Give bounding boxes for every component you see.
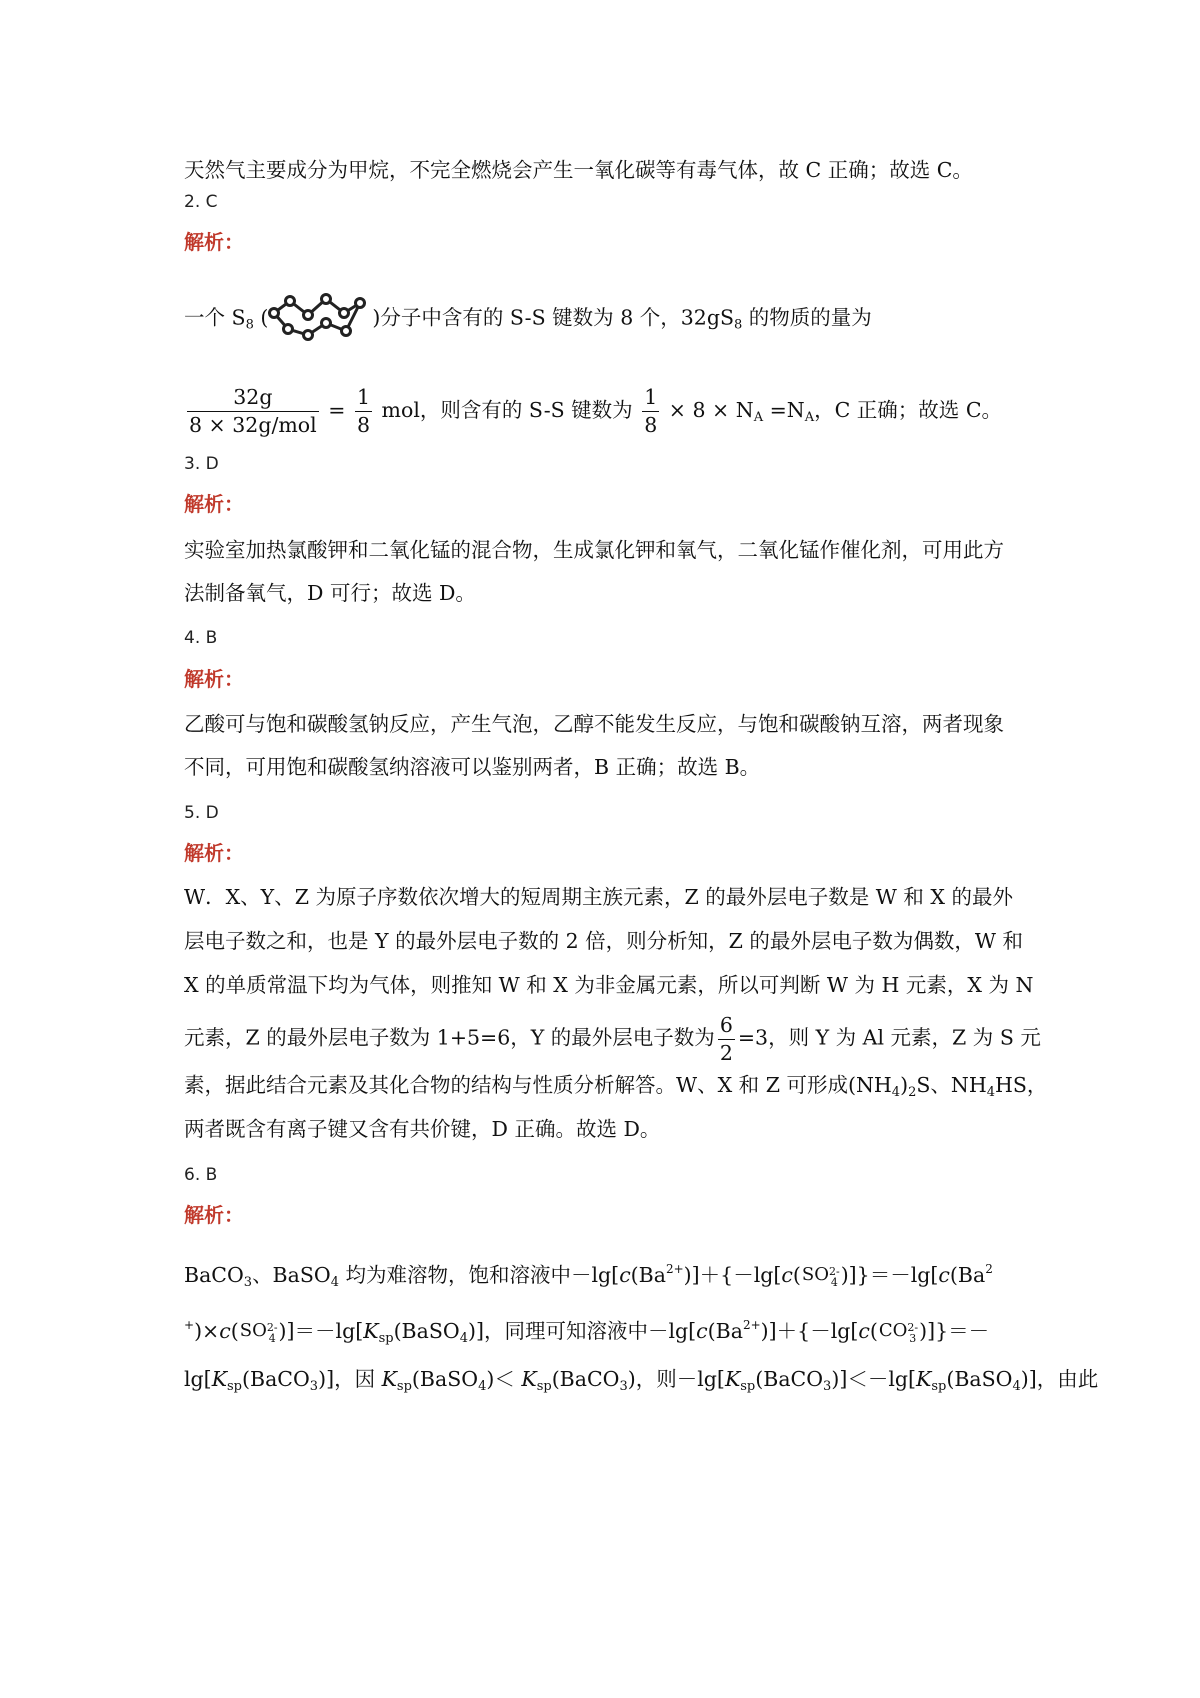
q1-tail-line: 天然气主要成分为甲烷，不完全燃烧会产生一氧化碳等有毒气体，故 C 正确；故选 C。	[184, 158, 973, 182]
q5-analysis-label: 解析：	[184, 841, 244, 865]
q6-l2-c-it: K	[363, 1319, 379, 1343]
q3-analysis-label: 解析：	[184, 492, 244, 516]
q4-number: 4. B	[184, 628, 218, 648]
q5-line-4	[184, 1012, 1041, 1066]
q6-l2-sup: +	[184, 1318, 195, 1332]
q6-line-2	[184, 1310, 1034, 1354]
sulfate-2-charge: 2-	[266, 1320, 278, 1334]
q2-l2-b: × 8 × N	[668, 398, 754, 422]
q4-line-1: 乙酸可与饱和碳酸氢钠反应，产生气泡，乙醇不能发生反应，与饱和碳酸钠互溶，两者现象	[184, 712, 1004, 736]
q2-l2-d: ，C 正确；故选 C。	[814, 398, 1003, 422]
q2-number: 2. C	[184, 192, 218, 212]
one-eighth-den: 8	[356, 413, 371, 437]
q6-line-1	[184, 1254, 1034, 1298]
q2-line-1	[184, 293, 1034, 345]
q6-l1-d: (Ba	[630, 1263, 666, 1287]
q6-l3-j-sub: 4	[1012, 1379, 1021, 1394]
q6-l3-b: (BaCO	[242, 1367, 310, 1391]
q6-analysis-label: 解析：	[184, 1203, 244, 1227]
q6-l3-c-sub: sp	[396, 1379, 412, 1394]
q5-l5-b: )	[900, 1073, 909, 1097]
q6-l3-i: )]＜－lg[	[831, 1367, 917, 1391]
q5-line-1: W．X、Y、Z 为原子序数依次增大的短周期主族元素，Z 的最外层电子数是 W 和 X 的最外	[184, 885, 1013, 909]
carbonate-ion	[879, 1322, 918, 1344]
s8-molecule-icon	[268, 293, 372, 345]
sulfate-1-main: SO	[801, 1264, 829, 1285]
q6-l2-g-it: c	[858, 1319, 870, 1343]
q6-l3-g-it: K	[724, 1367, 741, 1391]
q2-l1-b-sub: 8	[734, 317, 743, 333]
s8-paren-open: (	[260, 305, 269, 330]
q6-l1-sub2: 4	[330, 1275, 339, 1290]
six-over-two-num: 6	[718, 1012, 735, 1040]
q6-l1-b: 、BaSO	[252, 1263, 331, 1287]
q6-l2-a-it: c	[219, 1319, 231, 1343]
q5-l5-sub3: 4	[986, 1085, 995, 1100]
q6-l2-d-sub: 4	[459, 1331, 468, 1346]
q6-l2-a: )×	[194, 1319, 220, 1343]
q5-l5-c: S、NH	[916, 1073, 987, 1097]
q6-l3-e-sub: sp	[536, 1379, 552, 1394]
q6-l3-b-sub: 3	[309, 1379, 319, 1394]
q6-l3-f-sub: 3	[619, 1379, 628, 1394]
carbonate-charge: 2-	[907, 1320, 919, 1334]
q6-l1-c: 均为难溶物，饱和溶液中－lg[	[338, 1263, 620, 1287]
q6-l1-g-it: c	[938, 1263, 950, 1287]
q5-l5-sub2: 2	[908, 1085, 917, 1100]
q6-line-3	[184, 1364, 1099, 1402]
q6-l3-c-it: K	[381, 1367, 397, 1391]
q6-l2-i: )]}＝－	[919, 1319, 990, 1343]
q5-line-3: X 的单质常温下均为气体，则推知 W 和 X 为非金属元素，所以可判断 W 为 H 元素，X 为 N	[184, 973, 1034, 997]
one-eighth-num: 1	[355, 384, 372, 412]
q6-l1-sub1: 3	[243, 1275, 253, 1290]
q6-l3-h: (BaCO	[755, 1367, 824, 1391]
q6-l3-h-sub: 3	[823, 1379, 832, 1394]
q2-l2-c-sub: A	[804, 410, 815, 425]
q2-eq: =	[328, 398, 346, 422]
q6-l1-sup2: 2	[985, 1262, 993, 1276]
q6-l2-h: (	[869, 1319, 878, 1343]
sulfate-2-main: SO	[239, 1320, 267, 1341]
q6-l1-a: BaCO	[184, 1263, 244, 1287]
q6-l1-e-it: c	[781, 1263, 793, 1287]
q6-l3-a-sub: sp	[227, 1379, 243, 1394]
q6-l2-e-it: c	[696, 1319, 708, 1343]
s8-paren-close: )	[372, 305, 381, 330]
q2-l1-b: 分子中含有的 S-S 键数为 8 个，32gS	[380, 305, 734, 330]
q6-l3-a: lg[	[184, 1367, 212, 1391]
q4-line-2: 不同，可用饱和碳酸氢纳溶液可以鉴别两者，B 正确；故选 B。	[184, 755, 761, 779]
q2-l2-a: mol，则含有的 S-S 键数为	[381, 398, 633, 422]
q6-l3-i-sub: sp	[931, 1379, 947, 1394]
q5-number: 5. D	[184, 803, 219, 823]
q6-l1-h: (Ba	[949, 1263, 986, 1287]
q6-l1-sup1: 2+	[665, 1262, 684, 1276]
q2-line-2	[184, 381, 1034, 447]
q6-l2-b: (	[230, 1319, 239, 1343]
q6-l3-c: )]，因	[318, 1367, 382, 1391]
q6-l1-g: )]}＝－lg[	[840, 1263, 939, 1287]
q6-l3-d: (BaSO	[411, 1367, 479, 1391]
q5-line-2: 层电子数之和，也是 Y 的最外层电子数的 2 倍，则分析知，Z 的最外层电子数为偶数，W 和	[184, 929, 1023, 953]
sulfate-1-charge: 2-	[828, 1264, 840, 1278]
q6-number: 6. B	[184, 1165, 218, 1185]
q4-analysis-label: 解析：	[184, 667, 244, 691]
q3-line-2: 法制备氧气，D 可行；故选 D。	[184, 581, 476, 605]
sulfate-ion-2	[240, 1322, 278, 1344]
q2-l2-b-sub: A	[753, 410, 764, 425]
q6-l2-f-sup: 2+	[742, 1318, 761, 1332]
one-eighth-fraction-2	[642, 384, 659, 438]
q6-l3-j: (BaSO	[946, 1367, 1013, 1391]
q6-l3-e: )＜	[486, 1367, 522, 1391]
q6-l3-f: (BaCO	[551, 1367, 620, 1391]
q6-l3-k: )]，由此	[1020, 1367, 1099, 1391]
sulfate-ion-1	[802, 1266, 840, 1288]
q6-l2-f: (Ba	[707, 1319, 743, 1343]
six-over-two-den: 2	[719, 1040, 733, 1065]
mass-fraction-den: 8 × 32g/mol	[189, 413, 317, 437]
q5-line-5	[184, 1070, 1048, 1108]
six-over-two-fraction	[718, 1012, 735, 1066]
sulfate-2-sub: 4	[268, 1331, 276, 1345]
q6-l2-d: (BaSO	[393, 1319, 460, 1343]
q6-l1-c-it: c	[619, 1263, 631, 1287]
q6-l1-e: )]＋{－lg[	[683, 1263, 782, 1287]
q6-l1-f: (	[792, 1263, 801, 1287]
one-eighth-fraction	[355, 384, 372, 438]
q5-l4-b: =3，则 Y 为 Al 元素，Z 为 S 元	[737, 1025, 1041, 1050]
q6-l2-g: )]＋{－lg[	[760, 1319, 859, 1343]
q5-l5-a: 素，据此结合元素及其化合物的结构与性质分析解答。W、X 和 Z 可形成(NH	[184, 1073, 892, 1097]
q5-l4-a: 元素，Z 的最外层电子数为 1+5=6，Y 的最外层电子数为	[184, 1025, 715, 1050]
q5-line-6: 两者既含有离子键又含有共价键，D 正确。故选 D。	[184, 1117, 661, 1141]
q6-l3-a-it: K	[211, 1367, 228, 1391]
q3-line-1: 实验室加热氯酸钾和二氧化锰的混合物，生成氯化钾和氧气，二氧化锰作催化剂，可用此方	[184, 538, 1004, 562]
q6-l3-d-sub: 4	[478, 1379, 487, 1394]
carbonate-main: CO	[878, 1320, 908, 1341]
q6-l2-c-sub: sp	[378, 1331, 394, 1346]
q2-l2-c: =N	[763, 398, 805, 422]
q5-l5-d: HS，	[994, 1073, 1048, 1097]
q3-number: 3. D	[184, 454, 219, 474]
mass-fraction	[187, 384, 319, 438]
q6-l2-e: )]，同理可知溶液中－lg[	[467, 1319, 697, 1343]
q6-l2-c: )]＝－lg[	[278, 1319, 364, 1343]
one-eighth-2-den: 8	[644, 413, 658, 437]
one-eighth-2-num: 1	[642, 384, 659, 412]
q5-l5-sub1: 4	[891, 1085, 901, 1100]
q2-l1-c: 的物质的量为	[742, 305, 872, 330]
q2-analysis-label: 解析：	[184, 230, 244, 254]
q6-l3-g-sub: sp	[740, 1379, 756, 1394]
q2-l1-a: 一个 S	[184, 305, 246, 330]
q6-l3-i-it: K	[916, 1367, 932, 1391]
q6-l3-e-it: K	[521, 1367, 537, 1391]
mass-fraction-num: 32g	[187, 384, 319, 412]
sulfate-1-sub: 4	[830, 1275, 838, 1289]
q6-l3-g: )，则－lg[	[627, 1367, 725, 1391]
carbonate-sub: 3	[909, 1331, 917, 1345]
q2-l1-a-sub: 8	[245, 317, 254, 333]
